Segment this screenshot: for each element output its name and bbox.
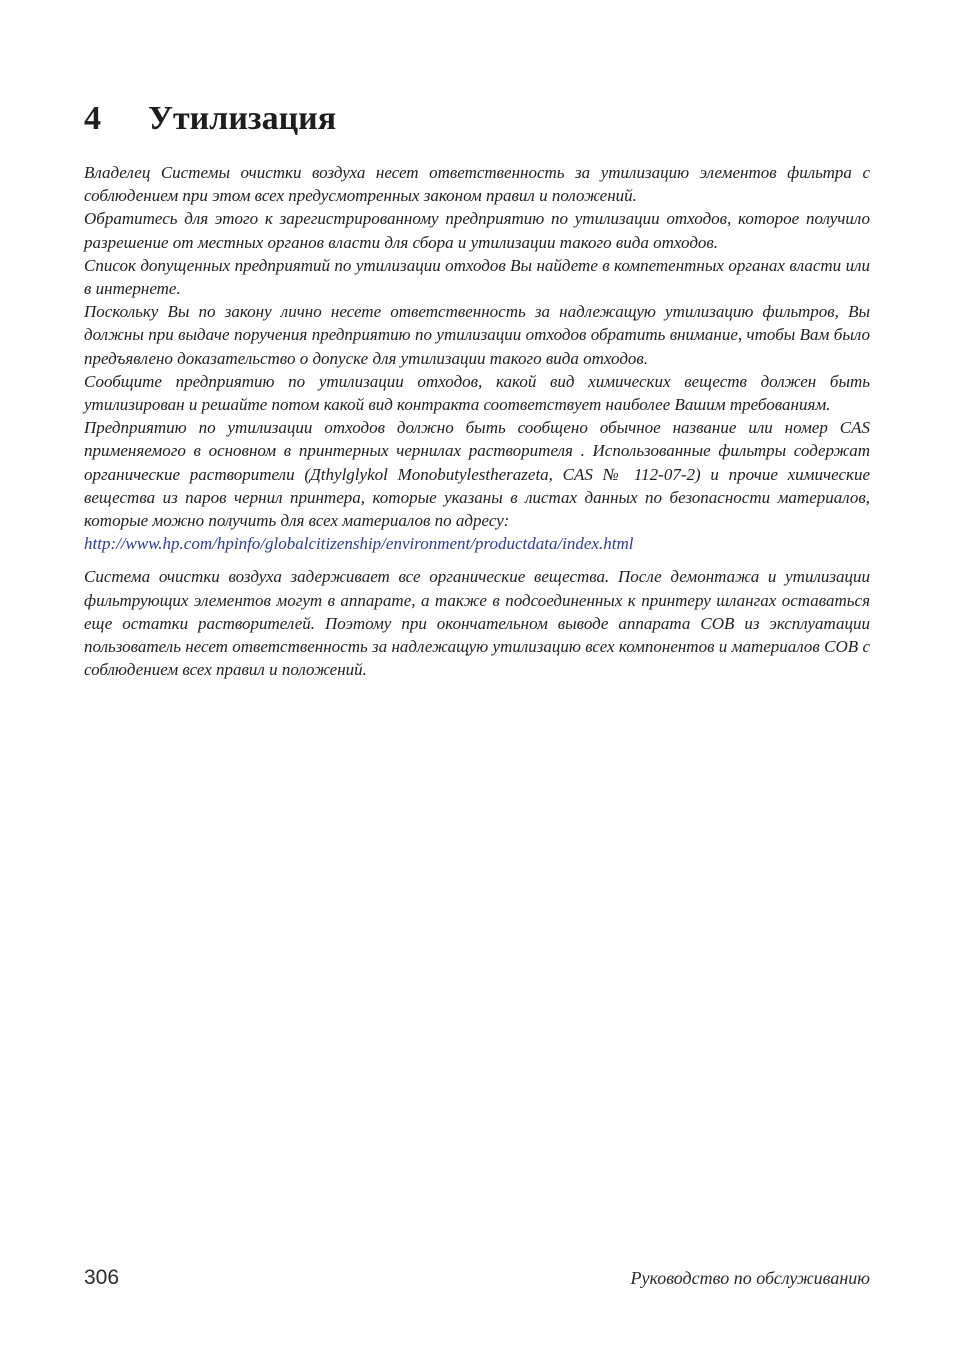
paragraph-chemical-info: Сообщите предприятию по утилизации отходов, какой вид химических веществ должен быть утилизирован и решайте потом какой вид контракта соответствует наиболее Вашим требованиям. — [84, 371, 870, 415]
footer-doc-title: Руководство по обслуживанию — [630, 1268, 870, 1288]
page-number: 306 — [84, 1266, 120, 1289]
msds-link[interactable]: http://www.hp.com/hpinfo/globalcitizenship/environment/productdata/index.html — [84, 534, 634, 554]
section-heading — [84, 100, 336, 138]
section-title: Утилизация — [148, 100, 337, 137]
paragraph-company-list: Список допущенных предприятий по утилизации отходов Вы найдете в компетентных органах власти или в интернете. — [84, 255, 870, 299]
paragraph-cas-info: Предприятию по утилизации отходов должно быть сообщено обычное название или номер CAS применяемого в основном в принтерных чернилах растворителя . Использованные фильтры содержат органические растворители (Дthylglykol Monobutylestherazeta, CAS № 112-07-2) и прочие химические вещества из паров чернил принтера, которые указаны в листах данных по безопасности материалов, которые можно получить для всех материалов по адресу: — [84, 418, 870, 531]
section-number: 4 — [84, 100, 101, 137]
paragraph-legal-responsibility: Поскольку Вы по закону лично несете ответственность за надлежащую утилизацию фильтров, Вы должны при выдаче поручения предприятию по утилизации отходов обратить внимание, чтобы Вам было предъявлено доказательство о допуске для утилизации такого вида отходов. — [84, 302, 870, 368]
paragraph-contact-disposal-company: Обратитесь для этого к зарегистрированному предприятию по утилизации отходов, которое получило разрешение от местных органов власти для сбора и утилизации такого вида отходов. — [84, 209, 870, 252]
paragraph-final-disposal: Система очистки воздуха задерживает все органические вещества. После демонтажа и утилизации фильтрующих элементов могут в аппарате, а также в подсоединенных к принтеру шлангах оставаться еще остатки растворителей. Поэтому при окончательном выводе аппарата COB из эксплуатации пользователь несет ответственность за надлежащую утилизацию всех компонентов и материалов COB с соблюдением всех правил и положений. — [84, 567, 870, 680]
section-body — [84, 161, 870, 681]
paragraph-owner-responsibility: Владелец Системы очистки воздуха несет ответственность за утилизацию элементов фильтра с соблюдением при этом всех предусмотренных законом правил и положений. — [84, 163, 870, 206]
